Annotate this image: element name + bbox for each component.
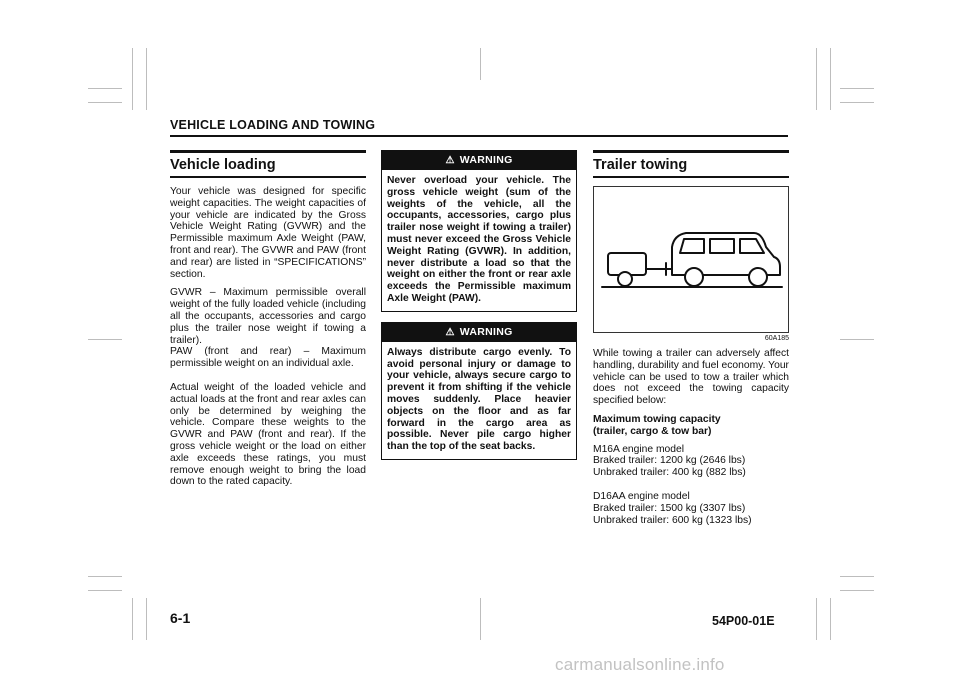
crop-mark [830,598,831,640]
towing-intro: While towing a trailer can adversely affect handling, durability and fuel economy. Your vehicle can be used to tow a trailer which does not exceed the towing capacity specified below: [593,348,789,407]
capacity-subheading: (trailer, cargo & tow bar) [593,425,712,437]
crop-mark [480,48,481,80]
crop-mark [480,598,481,640]
warning-text: Always distribute cargo evenly. To avoid personal injury or damage to your vehicle, always secure cargo to prevent it from shifting if the vehicle moves suddenly. Place heavier objects on the floor and as far forward in the cargo area as possible. Never pile cargo higher than the top of the seat backs. [387,346,571,453]
section-rule-bottom [593,176,789,178]
figure-id: 60A185 [764,335,789,342]
crop-mark [132,598,133,640]
warning-header [382,151,576,170]
running-header: VEHICLE LOADING AND TOWING [170,118,376,132]
d16aa-unbraked: Unbraked trailer: 600 kg (1323 lbs) [593,514,752,526]
warning-triangle-icon: ⚠ [445,155,455,166]
capacity-heading: Maximum towing capacity [593,413,721,425]
warning-label: WARNING [459,325,513,338]
crop-mark [132,48,133,110]
header-rule [170,135,788,137]
spacer [593,479,789,485]
warning-text: Never overload your vehicle. The gross vehicle weight (sum of the weights of the vehicle, all the occupants, accessories, cargo plus trailer nose weight if towing a trailer) must never exceed the Gross Vehicle Weight Rating (GVWR). In addition, never distribute a load so that the weight on either the front or rear axle exceeds the Permissible maximum Axle Weight (PAW). [387,175,571,304]
warning-label: WARNING [459,154,513,166]
section-title: Trailer towing [593,157,688,173]
warning-box [381,150,577,312]
loading-paragraph-paw: PAW (front and rear) – Maximum permissible weight on an individual axle. [170,346,366,370]
crop-mark [146,48,147,110]
crop-mark [816,48,817,110]
crop-mark [840,339,874,340]
car-and-trailer-icon [594,187,788,332]
vehicle-loading-section [170,150,366,495]
warning-box [381,322,577,460]
section-rule-bottom [170,176,366,178]
document-code: 54P00-01E [712,614,775,628]
crop-mark [840,590,874,591]
warnings-column [381,150,577,460]
trailer-towing-illustration [593,186,789,333]
trailer-towing-section [593,150,789,526]
page-number: 6-1 [170,610,191,626]
crop-mark [88,102,122,103]
loading-paragraph-4: Actual weight of the loaded vehicle and actual loads at the front and rear axles can only be determined by weighing the vehicle. Compare these weights to the GVWR and PAW (front and rear). If the gross vehicle weight or the load on either axle exceeds these ratings, you must remove enough weight to bring the load down to the rated capacity. [170,381,366,488]
crop-mark [88,576,122,577]
m16a-unbraked: Unbraked trailer: 400 kg (882 lbs) [593,467,746,479]
warning-header [382,323,576,342]
crop-mark [88,339,122,340]
loading-paragraph-1: Your vehicle was designed for specific weight capacities. The weight capacities of your vehicle are indicated by the Gross Vehicle Weight Rating (GVWR) and the Permissible maximum Axle Weight (PAW, front and rear). The GVWR and PAW (front and rear) are listed in “SPECIFICATIONS” section. [170,186,366,280]
crop-mark [840,576,874,577]
section-title: Vehicle loading [170,157,276,173]
m16a-model: M16A engine model [593,443,685,455]
crop-mark [88,88,122,89]
crop-mark [88,590,122,591]
d16aa-model: D16AA engine model [593,490,690,502]
loading-paragraph-gvwr: GVWR – Maximum permissible overall weight of the fully loaded vehicle (including all the occupants, accessories and cargo plus the trailer nose weight if towing a trailer). [170,287,366,346]
d16aa-braked: Braked trailer: 1500 kg (3307 lbs) [593,502,746,514]
crop-mark [840,102,874,103]
warning-triangle-icon: ⚠ [445,326,455,338]
crop-mark [146,598,147,640]
crop-mark [830,48,831,110]
crop-mark [840,88,874,89]
m16a-braked: Braked trailer: 1200 kg (2646 lbs) [593,455,746,467]
watermark-text: carmanualsonline.info [555,655,725,674]
crop-mark [816,598,817,640]
